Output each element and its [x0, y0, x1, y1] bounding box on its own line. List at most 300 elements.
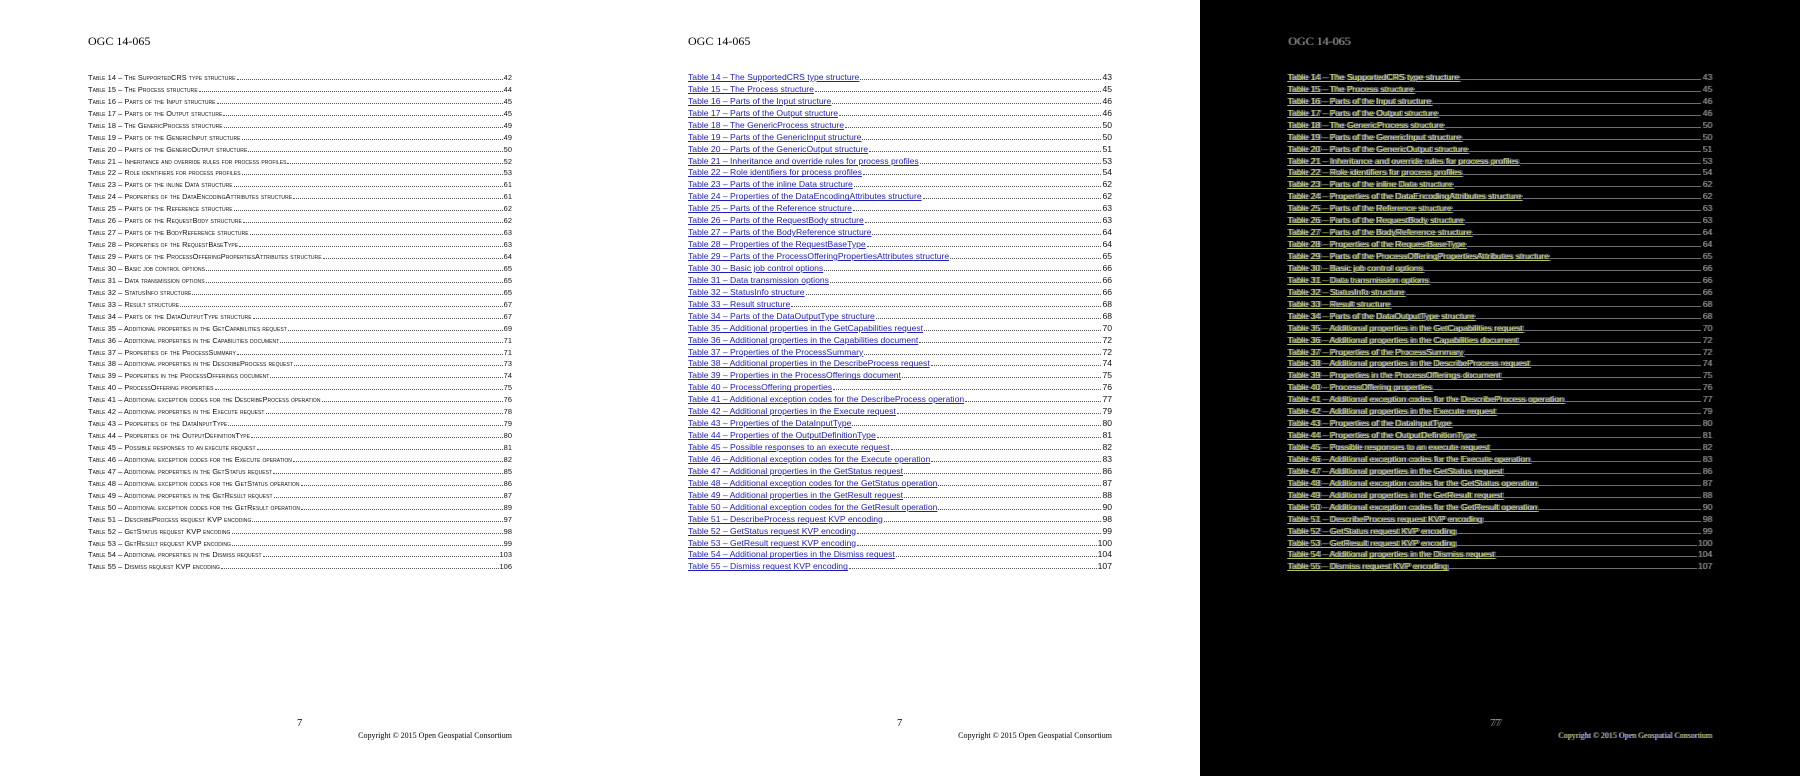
toc-dot-leader	[1502, 377, 1702, 378]
toc-entry-label[interactable]: Table 45 – Possible responses to an execute request	[688, 442, 890, 452]
toc-entry-page-number: 73	[503, 359, 512, 369]
toc-entry[interactable]	[1288, 501, 1712, 513]
toc-entry[interactable]	[688, 119, 1112, 131]
toc-entry[interactable]	[1288, 381, 1712, 393]
toc-entry-label[interactable]: Table 20 – Parts of the GenericOutput structure	[688, 143, 869, 154]
toc-entry-page-number: 71	[503, 335, 512, 345]
toc-entry-page-number: 66	[1702, 274, 1712, 285]
toc-entry-label[interactable]: Table 14 – The SupportedCRS type structure	[1288, 71, 1460, 82]
toc-entry-label[interactable]: Table 36 – Additional properties in the Capabilities document	[1288, 334, 1519, 345]
toc-dot-leader	[206, 282, 503, 283]
toc-dot-leader	[867, 246, 1102, 247]
toc-entry-label[interactable]: Table 30 – Basic job control options	[1288, 262, 1424, 273]
toc-entry-page-number: 90	[1702, 501, 1712, 512]
toc-dot-leader	[237, 79, 503, 80]
toc-entry[interactable]	[688, 71, 1112, 83]
toc-entry[interactable]	[1288, 393, 1712, 405]
toc-entry[interactable]	[1288, 417, 1712, 429]
toc-entry[interactable]	[1288, 214, 1712, 226]
toc-entry[interactable]	[1288, 190, 1712, 202]
toc-entry[interactable]	[1288, 95, 1712, 107]
toc-entry[interactable]	[688, 513, 1112, 525]
toc-entry[interactable]	[688, 560, 1112, 572]
toc-dot-leader	[192, 294, 502, 295]
toc-entry-label[interactable]: Table 25 – Parts of the Reference structure	[688, 203, 852, 214]
toc-entry	[88, 250, 512, 262]
toc-entry-label[interactable]: Table 19 – Parts of the GenericInput structure	[1288, 131, 1462, 142]
toc-entry-page-number: 90	[1102, 501, 1112, 512]
toc-dot-leader	[891, 449, 1102, 450]
toc-entry-label: Table 14 – The SupportedCRS type structure	[88, 72, 236, 82]
toc-entry-label[interactable]: Table 21 – Inheritance and override rules for process profiles	[688, 155, 919, 166]
toc-entry-page-number: 49	[503, 120, 512, 130]
toc-entry-label[interactable]: Table 47 – Additional properties in the GetStatus request	[688, 465, 903, 476]
toc-entry-label[interactable]: Table 43 – Properties of the DataInputType	[688, 418, 852, 429]
toc-dot-leader	[872, 234, 1101, 235]
toc-entry-page-number: 63	[1702, 203, 1712, 214]
toc-entry[interactable]	[1288, 178, 1712, 190]
toc-entry-label[interactable]: Table 41 – Additional exception codes for the DescribeProcess operation	[688, 394, 965, 405]
toc-entry[interactable]	[1288, 131, 1712, 143]
toc-entry-page-number: 82	[1702, 442, 1712, 452]
toc-entry-page-number: 72	[1102, 346, 1112, 357]
toc-entry[interactable]	[688, 155, 1112, 167]
toc-dot-leader	[897, 413, 1102, 414]
toc-entry[interactable]	[1288, 489, 1712, 501]
toc-entry[interactable]	[1288, 346, 1712, 358]
toc-entry-page-number: 45	[503, 96, 512, 106]
toc-entry-label[interactable]: Table 26 – Parts of the RequestBody structure	[688, 215, 864, 226]
toc-entry[interactable]	[688, 107, 1112, 119]
toc-entry-page-number: 64	[1102, 239, 1112, 250]
toc-dot-leader	[232, 533, 503, 534]
toc-dot-leader	[294, 365, 503, 366]
toc-entry[interactable]	[688, 298, 1112, 310]
toc-entry-label[interactable]: Table 19 – Parts of the GenericInput structure	[688, 131, 862, 142]
toc-entry[interactable]	[1288, 310, 1712, 322]
toc-entry-label[interactable]: Table 37 – Properties of the ProcessSummary	[688, 346, 864, 357]
toc-entry-label: Table 43 – Properties of the DataInputType	[88, 419, 228, 429]
toc-entry[interactable]	[1288, 83, 1712, 95]
toc-entry[interactable]	[1288, 465, 1712, 477]
toc-entry-label[interactable]: Table 43 – Properties of the DataInputType	[1288, 418, 1452, 429]
toc-dot-leader	[876, 318, 1102, 319]
toc-entry-page-number: 62	[1702, 191, 1712, 202]
toc-entry-page-number: 82	[1102, 442, 1112, 452]
toc-entry[interactable]	[1288, 560, 1712, 572]
toc-dot-leader	[1424, 270, 1701, 271]
toc-entry	[88, 358, 512, 370]
toc-entry-label: Table 16 – Parts of the Input structure	[88, 96, 216, 106]
toc-dot-leader	[228, 425, 502, 426]
toc-entry-label[interactable]: Table 28 – Properties of the RequestBaseType	[1288, 239, 1466, 250]
toc-entry-label[interactable]: Table 33 – Result structure	[1288, 298, 1391, 309]
toc-entry[interactable]	[688, 489, 1112, 501]
toc-dot-leader	[1476, 318, 1702, 319]
toc-dot-leader	[902, 377, 1102, 378]
toc-entry-label[interactable]: Table 30 – Basic job control options	[688, 262, 824, 273]
toc-dot-leader	[239, 246, 502, 247]
toc-entry	[88, 119, 512, 131]
toc-entry[interactable]	[1288, 441, 1712, 453]
toc-entry[interactable]	[1288, 226, 1712, 238]
toc-entry-label[interactable]: Table 53 – GetResult request KVP encoding	[688, 537, 857, 548]
toc-entry-label[interactable]: Table 49 – Additional properties in the GetResult request	[1288, 489, 1503, 500]
toc-entry-label[interactable]: Table 35 – Additional properties in the GetCapabilities request	[1288, 322, 1524, 333]
toc-entry-label[interactable]: Table 28 – Properties of the RequestBaseType	[688, 239, 866, 250]
toc-entry-label: Table 50 – Additional exception codes for the GetResult operation	[88, 502, 301, 512]
toc-entry-label: Table 51 – DescribeProcess request KVP encoding	[88, 514, 252, 524]
toc-entry[interactable]	[1288, 298, 1712, 310]
toc-entry-page-number: 72	[1702, 346, 1712, 357]
toc-entry	[88, 178, 512, 190]
toc-entry-label: Table 33 – Result structure	[88, 299, 180, 309]
toc-dot-leader	[1496, 556, 1697, 557]
toc-entry-page-number: 97	[503, 514, 512, 524]
toc-entry	[88, 465, 512, 477]
toc-entry[interactable]	[1288, 322, 1712, 334]
toc-entry-label[interactable]: Table 34 – Parts of the DataOutputType structure	[688, 310, 875, 321]
toc-entry-label: Table 29 – Parts of the ProcessOfferingPropertiesAttributes structure	[88, 252, 322, 261]
toc-entry-label[interactable]: Table 40 – ProcessOffering properties	[688, 382, 833, 393]
toc-entry-page-number: 99	[1702, 525, 1712, 536]
toc-entry[interactable]	[688, 178, 1112, 190]
toc-entry-page-number: 98	[1702, 513, 1712, 524]
toc-entry-label[interactable]: Table 41 – Additional exception codes for the DescribeProcess operation	[1288, 394, 1565, 405]
toc-entry-page-number: 46	[1702, 107, 1712, 118]
toc-entry-label[interactable]: Table 24 – Properties of the DataEncodingAttributes structure	[688, 191, 922, 202]
toc-entry[interactable]	[1288, 525, 1712, 537]
toc-dot-leader	[1477, 437, 1702, 438]
toc-entry-page-number: 103	[499, 550, 512, 560]
toc-dot-leader	[270, 377, 502, 378]
toc-entry[interactable]	[1288, 71, 1712, 83]
toc-dot-leader	[1445, 127, 1701, 128]
toc-entry[interactable]	[688, 274, 1112, 286]
toc-entry-label: Table 48 – Additional exception codes for the GetStatus operation	[88, 478, 300, 488]
toc-entry-label[interactable]: Table 50 – Additional exception codes for the GetResult operation	[688, 501, 938, 512]
toc-dot-leader	[1432, 103, 1701, 104]
toc-entry-label[interactable]: Table 38 – Additional properties in the DescribeProcess request	[688, 358, 930, 369]
toc-entry	[88, 405, 512, 417]
toc-dot-leader	[832, 103, 1101, 104]
toc-entry-label[interactable]: Table 22 – Role identifiers for process profiles	[688, 167, 862, 178]
toc-entry	[88, 381, 512, 393]
toc-entry-label[interactable]: Table 39 – Properties in the ProcessOfferings document	[1288, 370, 1501, 381]
toc-entry-label[interactable]: Table 48 – Additional exception codes for the GetStatus operation	[1288, 477, 1538, 488]
toc-entry-label[interactable]: Table 31 – Data transmission options	[688, 274, 829, 285]
toc-dot-leader	[1463, 174, 1702, 175]
toc-dot-leader	[884, 521, 1102, 522]
toc-entry-label[interactable]: Table 23 – Parts of the inline Data structure	[688, 179, 853, 190]
toc-entry-page-number: 43	[1102, 71, 1112, 82]
toc-dot-leader	[224, 127, 503, 128]
toc-entry[interactable]	[688, 226, 1112, 238]
toc-entry-label[interactable]: Table 46 – Additional exception codes for the Execute operation	[688, 453, 931, 464]
toc-entry[interactable]	[688, 167, 1112, 179]
toc-entry-label[interactable]: Table 54 – Additional properties in the Dismiss request	[688, 549, 895, 560]
toc-entry[interactable]	[688, 417, 1112, 429]
toc-entry-page-number: 62	[1102, 179, 1112, 190]
toc-entry[interactable]	[688, 453, 1112, 465]
toc-entry[interactable]	[1288, 119, 1712, 131]
toc-entry-page-number: 74	[503, 371, 512, 381]
toc-dot-leader	[1465, 222, 1702, 223]
toc-entry-page-number: 63	[1102, 203, 1112, 214]
toc-entry-label[interactable]: Table 51 – DescribeProcess request KVP encoding	[688, 513, 883, 524]
toc-entry-label[interactable]: Table 14 – The SupportedCRS type structure	[688, 71, 860, 82]
toc-dot-leader	[950, 258, 1101, 259]
toc-entry-label[interactable]: Table 44 – Properties of the OutputDefinitionType	[1288, 430, 1476, 441]
toc-entry-page-number: 88	[1702, 489, 1712, 500]
toc-entry[interactable]	[688, 238, 1112, 250]
toc-entry[interactable]	[1288, 274, 1712, 286]
toc-entry[interactable]	[688, 262, 1112, 274]
toc-entry-label[interactable]: Table 33 – Result structure	[688, 298, 791, 309]
toc-dot-leader	[266, 413, 503, 414]
toc-entry-label[interactable]: Table 48 – Additional exception codes for the GetStatus operation	[688, 477, 938, 488]
toc-entry-page-number: 104	[1697, 549, 1712, 560]
toc-entry[interactable]	[688, 393, 1112, 405]
toc-dot-leader	[1469, 151, 1701, 152]
toc-entry[interactable]	[688, 131, 1112, 143]
toc-entry-page-number: 66	[1102, 286, 1112, 297]
toc-entry[interactable]	[688, 202, 1112, 214]
toc-dot-leader	[1472, 234, 1701, 235]
toc-dot-leader	[263, 556, 499, 557]
toc-entry[interactable]	[688, 358, 1112, 370]
toc-entry[interactable]	[1288, 250, 1712, 262]
toc-entry[interactable]	[688, 322, 1112, 334]
toc-entry-page-number: 78	[503, 407, 512, 417]
toc-entry-page-number: 87	[1102, 477, 1112, 488]
toc-entry[interactable]	[1288, 286, 1712, 298]
toc-entry-page-number: 75	[1702, 370, 1712, 381]
toc-entry-label[interactable]: Table 55 – Dismiss request KVP encoding	[1288, 561, 1448, 572]
toc-entry-label[interactable]: Table 22 – Role identifiers for process profiles	[1288, 167, 1462, 178]
toc-entry-page-number: 64	[503, 252, 512, 261]
toc-dot-leader	[1391, 306, 1701, 307]
toc-dot-leader	[830, 282, 1102, 283]
toc-entry-label[interactable]: Table 35 – Additional properties in the GetCapabilities request	[688, 322, 924, 333]
toc-entry[interactable]	[1288, 537, 1712, 549]
toc-entry-label[interactable]: Table 36 – Additional properties in the Capabilities document	[688, 334, 919, 345]
document-page-dark-overlay	[1200, 0, 1800, 776]
toc-dot-leader	[1484, 521, 1702, 522]
toc-entry	[88, 107, 512, 119]
toc-entry-page-number: 85	[503, 466, 512, 476]
toc-dot-leader	[863, 174, 1102, 175]
toc-entry-label[interactable]: Table 20 – Parts of the GenericOutput structure	[1288, 143, 1469, 154]
toc-entry-page-number: 77	[1102, 394, 1112, 405]
toc-entry-page-number: 98	[1102, 513, 1112, 524]
toc-entry[interactable]	[1288, 429, 1712, 441]
toc-entry[interactable]	[688, 525, 1112, 537]
toc-entry[interactable]	[688, 369, 1112, 381]
toc-entry[interactable]	[688, 537, 1112, 549]
toc-entry-label[interactable]: Table 15 – The Process structure	[688, 83, 814, 94]
toc-entry[interactable]	[1288, 358, 1712, 370]
toc-entry-label[interactable]: Table 32 – StatusInfo structure	[688, 286, 805, 297]
toc-entry[interactable]	[1288, 477, 1712, 489]
toc-entry[interactable]	[688, 310, 1112, 322]
toc-dot-leader	[252, 521, 502, 522]
toc-entry-label[interactable]: Table 29 – Parts of the ProcessOfferingPropertiesAttributes structure	[1288, 251, 1550, 261]
toc-entry[interactable]	[688, 405, 1112, 417]
toc-entry-label: Table 32 – StatusInfo structure	[88, 287, 192, 297]
toc-entry-page-number: 77	[1702, 394, 1712, 405]
toc-entry-label: Table 28 – Properties of the RequestBaseType	[88, 240, 239, 250]
toc-entry	[88, 95, 512, 107]
toc-entry[interactable]	[1288, 167, 1712, 179]
toc-entry-page-number: 63	[503, 228, 512, 238]
toc-dot-leader	[293, 198, 503, 199]
toc-dot-leader	[833, 389, 1101, 390]
toc-entry-label[interactable]: Table 34 – Parts of the DataOutputType structure	[1288, 310, 1475, 321]
toc-entry-page-number: 68	[1102, 298, 1112, 309]
toc-entry-label[interactable]: Table 27 – Parts of the BodyReference structure	[688, 227, 872, 238]
page-number: 7	[297, 718, 303, 729]
toc-entry-label[interactable]: Table 25 – Parts of the Reference structure	[1288, 203, 1452, 214]
toc-entry-label: Table 35 – Additional properties in the GetCapabilities request	[88, 323, 287, 333]
toc-entry-label[interactable]: Table 17 – Parts of the Output structure	[1288, 107, 1438, 118]
toc-entry[interactable]	[688, 214, 1112, 226]
toc-entry-label[interactable]: Table 26 – Parts of the RequestBody structure	[1288, 215, 1464, 226]
toc-entry[interactable]	[1288, 155, 1712, 167]
toc-entry-page-number: 107	[1097, 561, 1112, 572]
toc-entry-label[interactable]: Table 24 – Properties of the DataEncodingAttributes structure	[1288, 191, 1522, 202]
toc-entry-label[interactable]: Table 27 – Parts of the BodyReference structure	[1288, 227, 1472, 238]
toc-entry-page-number: 49	[503, 132, 512, 142]
toc-entry[interactable]	[688, 465, 1112, 477]
toc-entry[interactable]	[1288, 549, 1712, 561]
toc-entry-label[interactable]: Table 50 – Additional exception codes for the GetResult operation	[1288, 501, 1538, 512]
toc-dot-leader	[860, 79, 1101, 80]
toc-entry[interactable]	[688, 549, 1112, 561]
toc-entry-page-number: 45	[503, 108, 512, 118]
toc-entry-label[interactable]: Table 40 – ProcessOffering properties	[1288, 382, 1433, 393]
toc-entry-label[interactable]: Table 21 – Inheritance and override rules for process profiles	[1288, 155, 1519, 166]
toc-entry-label[interactable]: Table 23 – Parts of the inline Data structure	[1288, 179, 1453, 190]
toc-entry[interactable]	[688, 143, 1112, 155]
toc-entry-label[interactable]: Table 42 – Additional properties in the Execute request	[1288, 406, 1496, 417]
toc-entry[interactable]	[688, 346, 1112, 358]
toc-dot-leader	[849, 568, 1097, 569]
toc-entry-page-number: 63	[503, 240, 512, 250]
toc-entry	[88, 131, 512, 143]
toc-entry[interactable]	[1288, 107, 1712, 119]
toc-entry-label[interactable]: Table 31 – Data transmission options	[1288, 274, 1429, 285]
toc-entry	[88, 214, 512, 226]
toc-entry[interactable]	[688, 381, 1112, 393]
toc-entry[interactable]	[688, 190, 1112, 202]
toc-entry-page-number: 74	[1102, 358, 1112, 369]
toc-entry-page-number: 68	[1702, 310, 1712, 321]
toc-entry-label[interactable]: Table 17 – Parts of the Output structure	[688, 107, 838, 118]
toc-entry-label: Table 15 – The Process structure	[88, 84, 198, 94]
toc-entry[interactable]	[688, 250, 1112, 262]
toc-entry-page-number: 72	[1102, 334, 1112, 345]
toc-entry-page-number: 61	[503, 192, 512, 202]
toc-entry-page-number: 54	[1702, 167, 1712, 178]
toc-entry[interactable]	[688, 501, 1112, 513]
toc-entry[interactable]	[688, 83, 1112, 95]
toc-entry-label[interactable]: Table 49 – Additional properties in the GetResult request	[688, 489, 903, 500]
toc-entry-label[interactable]: Table 44 – Properties of the OutputDefinitionType	[688, 430, 876, 441]
toc-entry-label[interactable]: Table 32 – StatusInfo structure	[1288, 286, 1405, 297]
document-page-small-caps	[0, 0, 600, 776]
toc-entry[interactable]	[688, 441, 1112, 453]
toc-entry-label[interactable]: Table 52 – GetStatus request KVP encoding	[1288, 525, 1457, 536]
toc-dot-leader	[1538, 509, 1701, 510]
toc-entry-label[interactable]: Table 42 – Additional properties in the Execute request	[688, 406, 896, 417]
toc-dot-leader	[845, 127, 1101, 128]
toc-entry-label: Table 37 – Properties of the ProcessSummary	[88, 347, 236, 357]
toc-entry-label[interactable]: Table 16 – Parts of the Input structure	[1288, 95, 1432, 106]
toc-entry[interactable]	[1288, 334, 1712, 346]
toc-entry-label[interactable]: Table 53 – GetResult request KVP encoding	[1288, 537, 1457, 548]
toc-entry-label[interactable]: Table 47 – Additional properties in the GetStatus request	[1288, 465, 1503, 476]
toc-entry[interactable]	[1288, 513, 1712, 525]
toc-entry[interactable]	[1288, 262, 1712, 274]
toc-entry[interactable]	[688, 429, 1112, 441]
toc-entry[interactable]	[688, 95, 1112, 107]
toc-entry[interactable]	[1288, 369, 1712, 381]
toc-entry-label[interactable]: Table 39 – Properties in the ProcessOfferings document	[688, 370, 901, 381]
toc-dot-leader	[280, 342, 502, 343]
toc-entry[interactable]	[688, 477, 1112, 489]
toc-entry[interactable]	[1288, 238, 1712, 250]
toc-entry-label[interactable]: Table 18 – The GenericProcess structure	[1288, 119, 1445, 130]
toc-entry-label[interactable]: Table 16 – Parts of the Input structure	[688, 95, 832, 106]
toc-entry[interactable]	[688, 334, 1112, 346]
toc-entry-page-number: 99	[1102, 525, 1112, 536]
toc-dot-leader	[301, 485, 503, 486]
toc-entry-label[interactable]: Table 51 – DescribeProcess request KVP encoding	[1288, 513, 1483, 524]
toc-entry-label[interactable]: Table 38 – Additional properties in the DescribeProcess request	[1288, 358, 1530, 369]
toc-entry[interactable]	[1288, 453, 1712, 465]
toc-entry-label[interactable]: Table 54 – Additional properties in the Dismiss request	[1288, 549, 1495, 560]
toc-entry-label[interactable]: Table 52 – GetStatus request KVP encoding	[688, 525, 857, 536]
toc-entry-page-number: 68	[1102, 310, 1112, 321]
toc-entry-label[interactable]: Table 37 – Properties of the ProcessSummary	[1288, 346, 1464, 357]
toc-dot-leader	[852, 425, 1101, 426]
toc-entry[interactable]	[1288, 405, 1712, 417]
toc-entry-page-number: 65	[503, 287, 512, 297]
toc-entry-page-number: 82	[503, 454, 512, 464]
toc-entry[interactable]	[688, 286, 1112, 298]
toc-entry-label: Table 21 – Inheritance and override rules for process profiles	[88, 156, 287, 166]
toc-entry-page-number: 65	[1102, 251, 1112, 261]
toc-entry[interactable]	[1288, 143, 1712, 155]
toc-dot-leader	[1504, 497, 1701, 498]
toc-dot-leader	[215, 389, 503, 390]
toc-entry-label: Table 53 – GetResult request KVP encoding	[88, 538, 231, 548]
toc-entry-label[interactable]: Table 45 – Possible responses to an execute request	[1288, 442, 1490, 452]
toc-dot-leader	[864, 354, 1101, 355]
toc-entry-page-number: 50	[503, 144, 512, 154]
toc-entry-label[interactable]: Table 18 – The GenericProcess structure	[688, 119, 845, 130]
toc-entry-label[interactable]: Table 29 – Parts of the ProcessOfferingPropertiesAttributes structure	[688, 251, 950, 261]
toc-entry[interactable]	[1288, 202, 1712, 214]
toc-entry	[88, 453, 512, 465]
toc-entry	[88, 190, 512, 202]
toc-dot-leader	[1523, 198, 1702, 199]
page-header: OGC 14-065	[88, 34, 151, 48]
toc-entry-label[interactable]: Table 15 – The Process structure	[1288, 83, 1414, 94]
toc-entry-label[interactable]: Table 55 – Dismiss request KVP encoding	[688, 561, 848, 572]
toc-entry-label[interactable]: Table 46 – Additional exception codes for the Execute operation	[1288, 453, 1531, 464]
